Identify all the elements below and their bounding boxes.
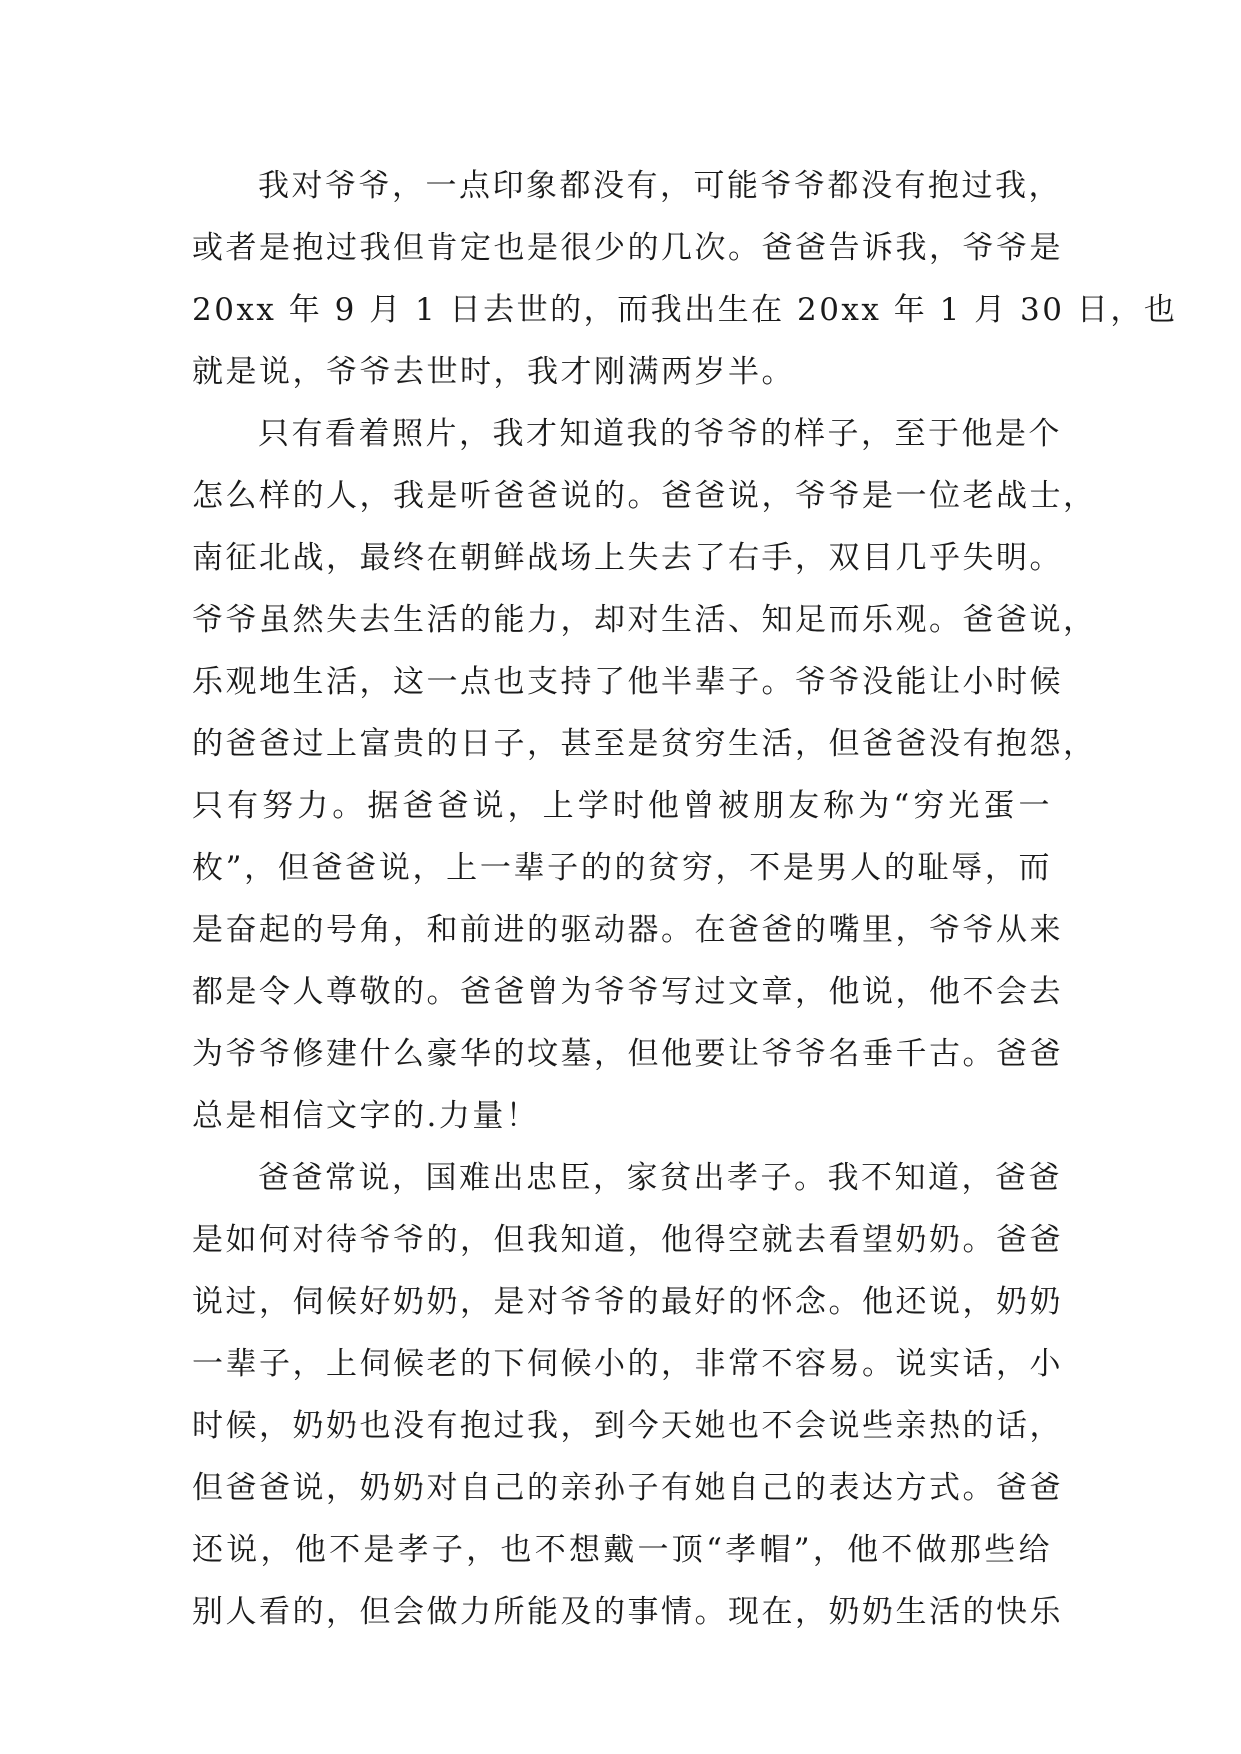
paragraph-line: 乐观地生活，这一点也支持了他半辈子。爷爷没能让小时候 xyxy=(192,664,1063,700)
paragraph-line: 别人看的，但会做力所能及的事情。现在，奶奶生活的快乐 xyxy=(192,1594,1063,1630)
paragraph-line: 枚”，但爸爸说，上一辈子的的贫穷，不是男人的耻辱，而 xyxy=(192,850,1052,886)
paragraph-line: 是奋起的号角，和前进的驱动器。在爸爸的嘴里，爷爷从来 xyxy=(192,912,1063,948)
document-body xyxy=(192,155,1178,1643)
paragraph-line: 说过，伺候好奶奶，是对爷爷的最好的怀念。他还说，奶奶 xyxy=(192,1284,1063,1320)
paragraph-line: 爸爸常说，国难出忠臣，家贫出孝子。我不知道，爸爸 xyxy=(258,1160,1062,1196)
paragraph-line: 一辈子，上伺候老的下伺候小的，非常不容易。说实话，小 xyxy=(192,1346,1063,1382)
paragraph-line: 20xx 年 9 月 1 日去世的，而我出生在 20xx 年 1 月 30 日，也 xyxy=(192,292,1178,328)
paragraph-line: 是如何对待爷爷的，但我知道，他得空就去看望奶奶。爸爸 xyxy=(192,1222,1063,1258)
paragraph-line: 的爸爸过上富贵的日子，甚至是贫穷生活，但爸爸没有抱怨， xyxy=(192,726,1097,762)
paragraph-line: 都是令人尊敬的。爸爸曾为爷爷写过文章，他说，他不会去 xyxy=(192,974,1063,1010)
paragraph-line: 爷爷虽然失去生活的能力，却对生活、知足而乐观。爸爸说， xyxy=(192,602,1097,638)
paragraph-1 xyxy=(192,155,1178,403)
paragraph-line: 只有看着照片，我才知道我的爷爷的样子，至于他是个 xyxy=(258,416,1062,452)
paragraph-3 xyxy=(192,1147,1063,1643)
paragraph-2 xyxy=(192,403,1097,1147)
paragraph-line: 我对爷爷，一点印象都没有，可能爷爷都没有抱过我， xyxy=(258,168,1062,204)
paragraph-line: 为爷爷修建什么豪华的坟墓，但他要让爷爷名垂千古。爸爸 xyxy=(192,1036,1063,1072)
paragraph-line: 南征北战，最终在朝鲜战场上失去了右手，双目几乎失明。 xyxy=(192,540,1063,576)
paragraph-line: 总是相信文字的.力量！ xyxy=(192,1098,540,1134)
paragraph-line: 怎么样的人，我是听爸爸说的。爸爸说，爷爷是一位老战士， xyxy=(192,478,1097,514)
paragraph-line: 时候，奶奶也没有抱过我，到今天她也不会说些亲热的话， xyxy=(192,1408,1063,1444)
paragraph-line: 就是说，爷爷去世时，我才刚满两岁半。 xyxy=(192,354,795,390)
paragraph-line: 但爸爸说，奶奶对自己的亲孙子有她自己的表达方式。爸爸 xyxy=(192,1470,1063,1506)
paragraph-line: 或者是抱过我但肯定也是很少的几次。爸爸告诉我，爷爷是 xyxy=(192,230,1063,266)
paragraph-line: 还说，他不是孝子，也不想戴一顶“孝帽”，他不做那些给 xyxy=(192,1532,1052,1568)
paragraph-line: 只有努力。据爸爸说，上学时他曾被朋友称为“穷光蛋一 xyxy=(192,788,1052,824)
